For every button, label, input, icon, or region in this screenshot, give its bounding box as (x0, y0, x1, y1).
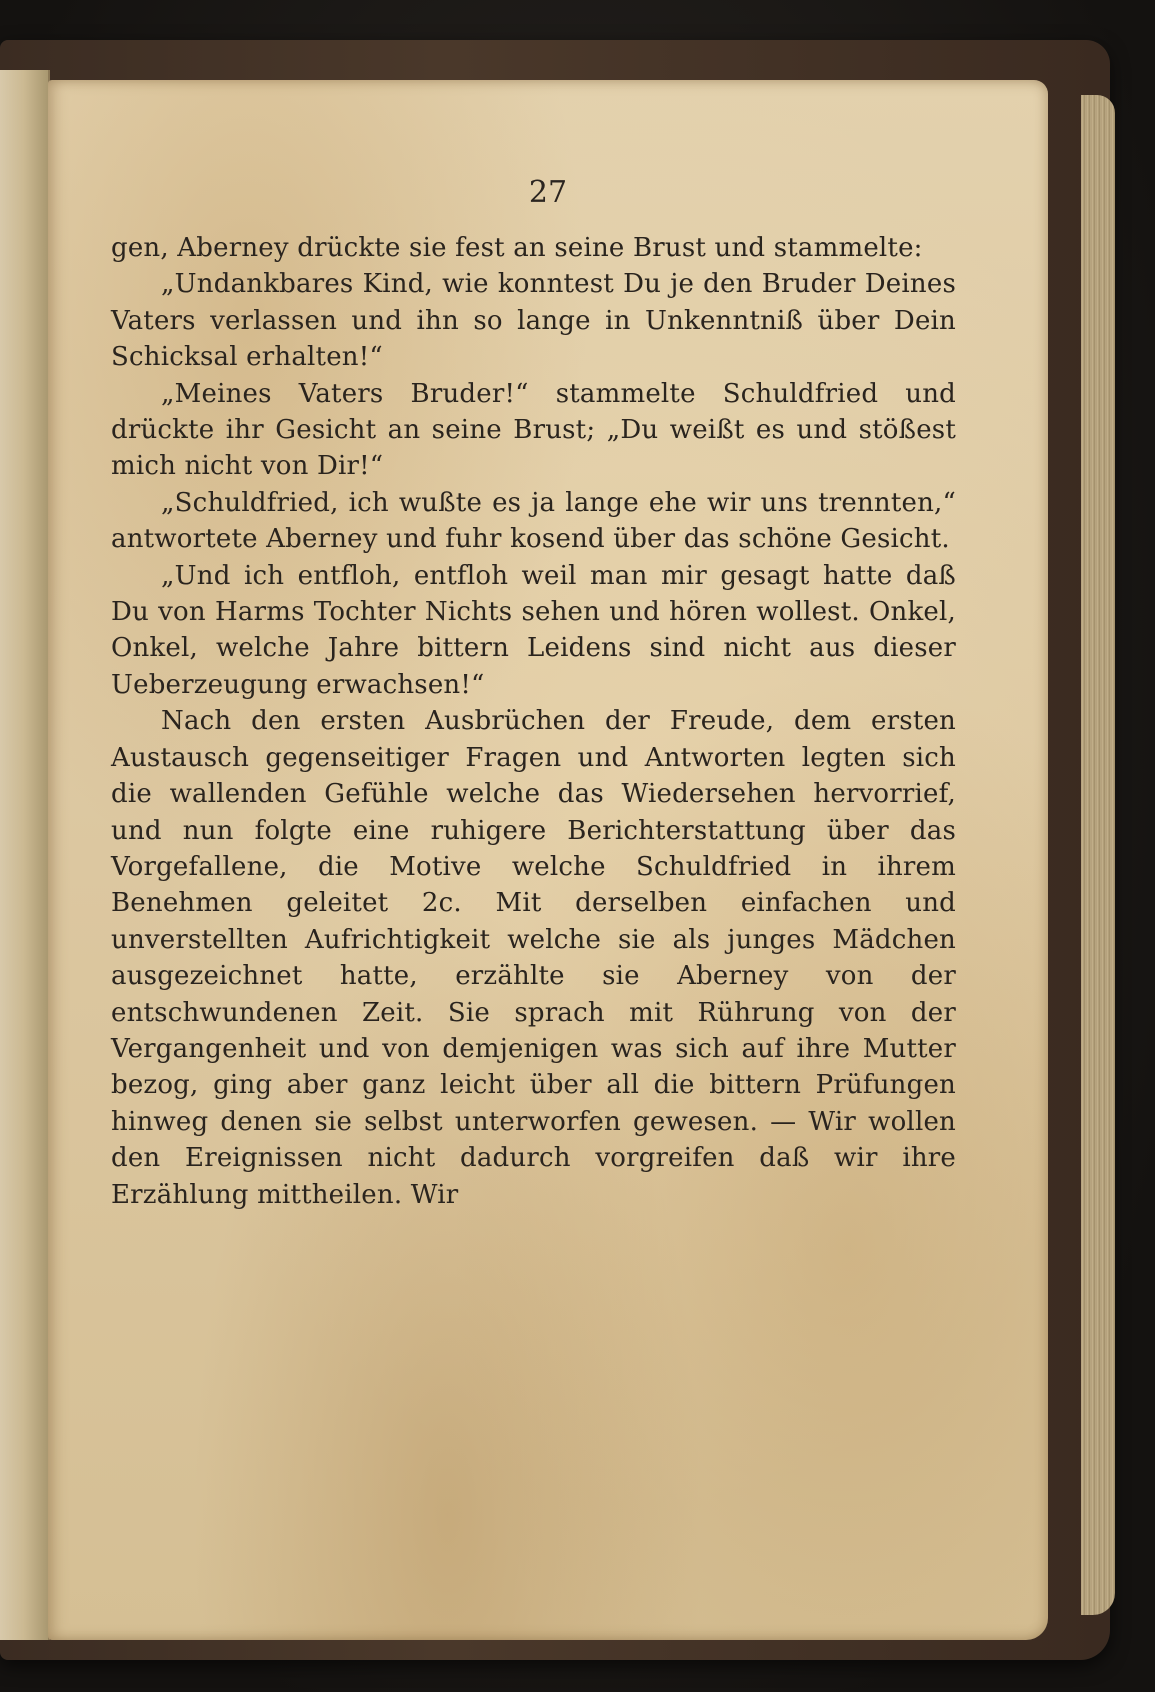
book-page (48, 80, 1048, 1640)
page-stack-edge (1081, 95, 1115, 1615)
paragraph: „Meines Vaters Bruder!“ stammelte Schuldfried und drückte ihr Gesicht an seine Brust; „Du weißt es und stößest mich nicht von Dir!“ (111, 378, 956, 482)
page-text (111, 230, 956, 1213)
facing-page-edge (0, 70, 50, 1640)
paragraph: gen, Aberney drückte sie fest an seine Brust und stammelte: (111, 233, 923, 263)
paragraph: „Schuldfried, ich wußte es ja lange ehe wir uns trennten,“ antwortete Aberney und fuhr kosend über das schöne Gesicht. (111, 487, 956, 555)
paragraph: „Undankbares Kind, wie konntest Du je den Bruder Deines Vaters verlassen und ihn so lange in Unkenntniß über Dein Schicksal erhalten!“ (111, 269, 956, 373)
paragraph: Nach den ersten Ausbrüchen der Freude, dem ersten Austausch gegenseitiger Fragen und Antworten legten sich die wallenden Gefühle welche das Wiedersehen hervorrief, und nun folgte eine ruhigere Berichterstattung über das Vorgefallene, die Motive welche Schuldfried in ihrem Benehmen geleitet 2c. Mit derselben einfachen und unverstellten Aufrichtigkeit welche sie als junges Mädchen ausgezeichnet hatte, erzählte sie Aberney von der entschwundenen Zeit. Sie sprach mit Rührung von der Vergangenheit und von demjenigen was sich auf ihre Mutter bezog, ging aber ganz leicht über all die bittern Prüfungen hinweg denen sie selbst unterworfen gewesen. — Wir wollen den Ereignissen nicht dadurch vorgreifen daß wir ihre Erzählung mittheilen. Wir (111, 706, 956, 1210)
paragraph: „Und ich entfloh, entfloh weil man mir gesagt hatte daß Du von Harms Tochter Nichts sehen und hören wollest. Onkel, Onkel, welche Jahre bittern Leidens sind nicht aus dieser Ueberzeugung erwachsen!“ (111, 560, 956, 700)
page-number: 27 (528, 175, 568, 210)
